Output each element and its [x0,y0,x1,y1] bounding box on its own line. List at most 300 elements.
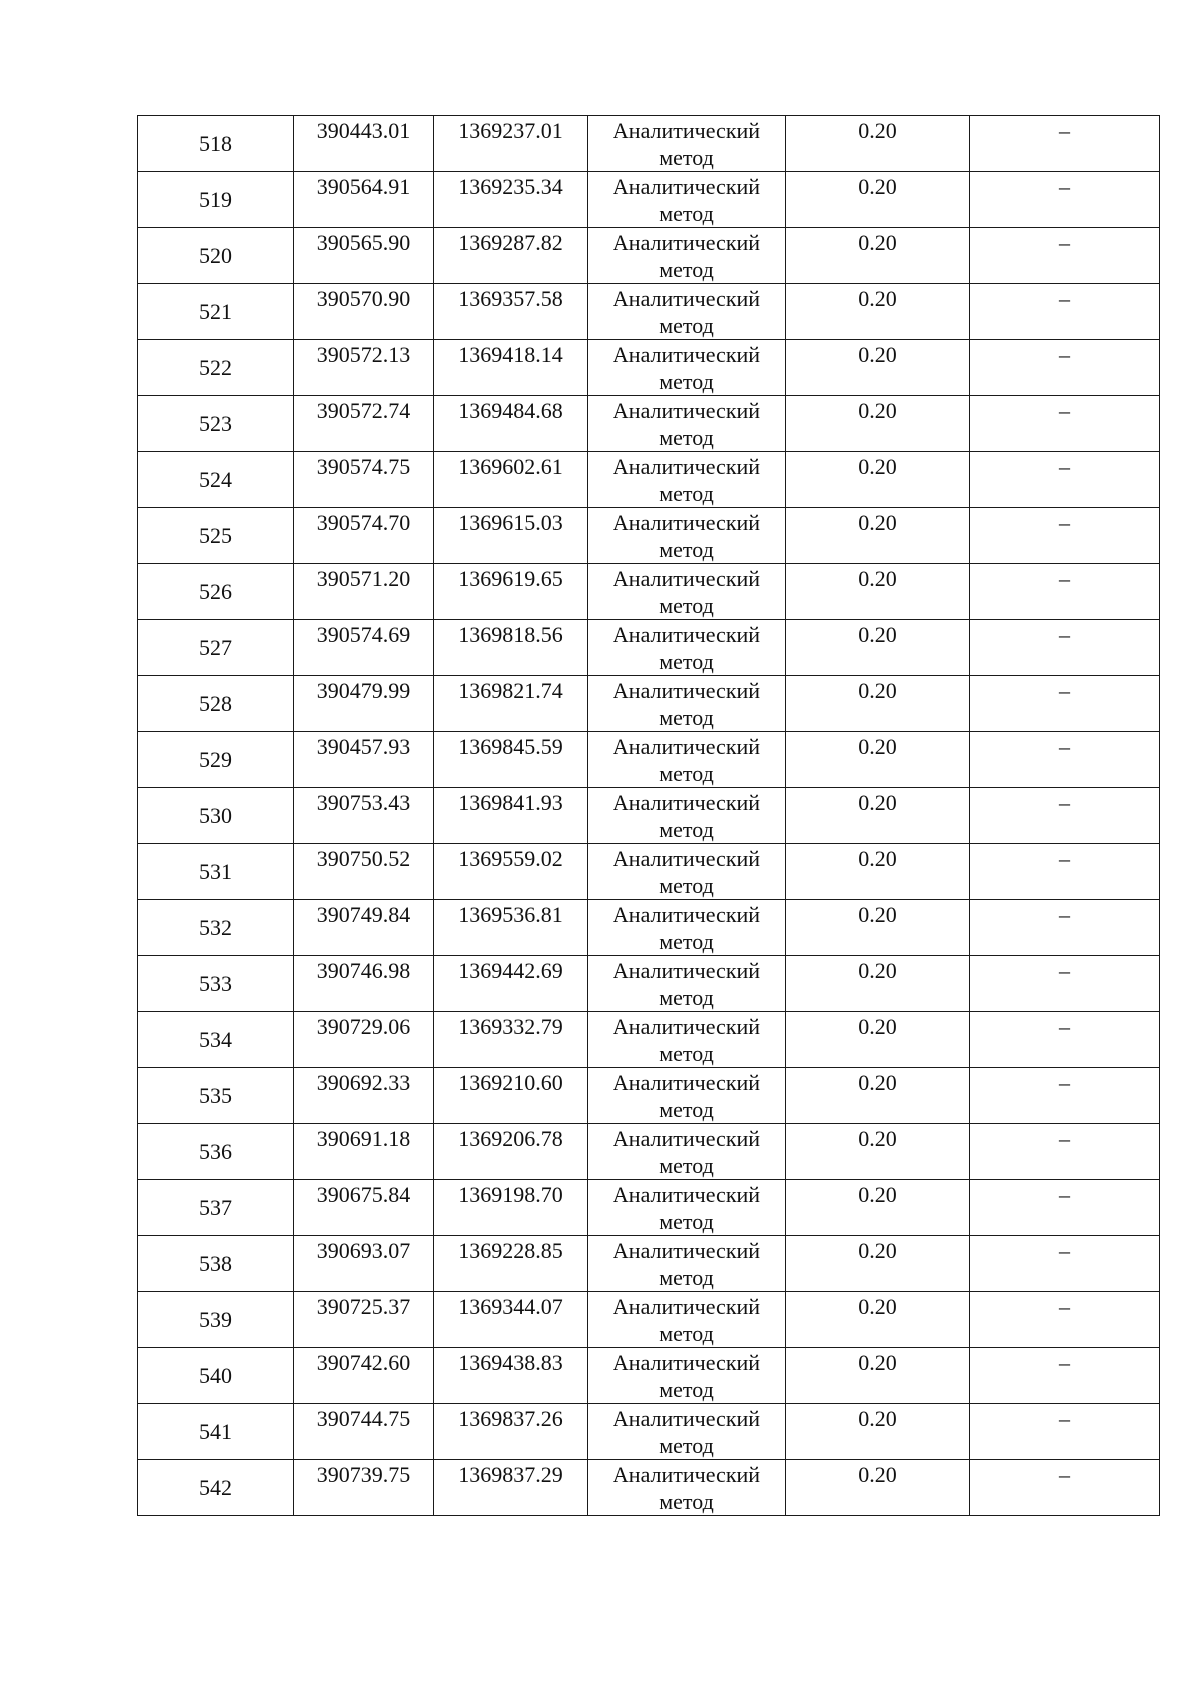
method-text: Аналитический метод [612,1462,761,1514]
point-number-cell [138,340,294,396]
note-cell [970,1292,1160,1348]
x-coordinate-text: 390692.33 [316,1070,411,1095]
accuracy-cell [786,1348,970,1404]
method-cell [588,620,786,676]
table-row [138,1068,1160,1124]
note-text: – [1059,566,1070,591]
point-number-cell [138,508,294,564]
point-number-cell [138,396,294,452]
y-coordinate-text: 1369438.83 [458,1350,563,1375]
table-row [138,564,1160,620]
y-coordinate-cell [434,956,588,1012]
y-coordinate-text: 1369332.79 [458,1014,563,1039]
x-coordinate-text: 390479.99 [316,678,411,703]
point-number-cell [138,228,294,284]
y-coordinate-cell [434,172,588,228]
method-text: Аналитический метод [612,454,761,506]
y-coordinate-text: 1369484.68 [458,398,563,423]
accuracy-text: 0.20 [858,342,897,367]
method-cell [588,1236,786,1292]
note-text: – [1059,678,1070,703]
point-number-cell [138,1404,294,1460]
method-cell [588,1180,786,1236]
x-coordinate-cell [294,620,434,676]
note-cell [970,1348,1160,1404]
x-coordinate-text: 390693.07 [316,1238,411,1263]
note-cell [970,1180,1160,1236]
x-coordinate-cell [294,452,434,508]
table-row [138,284,1160,340]
note-cell [970,1012,1160,1068]
note-cell [970,620,1160,676]
method-cell [588,228,786,284]
note-text: – [1059,230,1070,255]
point-number-text: 519 [199,186,232,212]
table-row [138,1348,1160,1404]
method-text: Аналитический метод [612,1126,761,1178]
method-text: Аналитический метод [612,118,761,170]
accuracy-cell [786,620,970,676]
method-cell [588,676,786,732]
note-text: – [1059,1126,1070,1151]
method-text: Аналитический метод [612,342,761,394]
y-coordinate-text: 1369287.82 [458,230,563,255]
y-coordinate-cell [434,732,588,788]
y-coordinate-text: 1369619.65 [458,566,563,591]
y-coordinate-cell [434,1012,588,1068]
table-row [138,396,1160,452]
accuracy-cell [786,564,970,620]
method-cell [588,1068,786,1124]
y-coordinate-text: 1369602.61 [458,454,563,479]
x-coordinate-cell [294,844,434,900]
method-cell [588,956,786,1012]
accuracy-cell [786,1180,970,1236]
point-number-cell [138,956,294,1012]
note-cell [970,844,1160,900]
x-coordinate-text: 390570.90 [316,286,411,311]
accuracy-text: 0.20 [858,678,897,703]
y-coordinate-text: 1369536.81 [458,902,563,927]
table-row [138,1460,1160,1516]
note-cell [970,732,1160,788]
table-row [138,732,1160,788]
accuracy-text: 0.20 [858,1294,897,1319]
accuracy-cell [786,228,970,284]
method-cell [588,1124,786,1180]
method-cell [588,788,786,844]
point-number-cell [138,788,294,844]
x-coordinate-text: 390725.37 [316,1294,411,1319]
point-number-cell [138,172,294,228]
x-coordinate-cell [294,396,434,452]
x-coordinate-cell [294,1236,434,1292]
table-row [138,1180,1160,1236]
coordinates-table [137,115,1160,1516]
note-cell [970,172,1160,228]
method-text: Аналитический метод [612,398,761,450]
y-coordinate-cell [434,340,588,396]
y-coordinate-text: 1369818.56 [458,622,563,647]
point-number-cell [138,284,294,340]
x-coordinate-text: 390739.75 [316,1462,411,1487]
accuracy-text: 0.20 [858,566,897,591]
note-cell [970,508,1160,564]
y-coordinate-cell [434,1124,588,1180]
accuracy-text: 0.20 [858,454,897,479]
x-coordinate-text: 390729.06 [316,1014,411,1039]
accuracy-cell [786,396,970,452]
method-text: Аналитический метод [612,902,761,954]
point-number-text: 542 [199,1474,232,1500]
accuracy-cell [786,508,970,564]
y-coordinate-text: 1369237.01 [458,118,563,143]
x-coordinate-text: 390749.84 [316,902,411,927]
accuracy-text: 0.20 [858,790,897,815]
note-text: – [1059,510,1070,535]
y-coordinate-text: 1369442.69 [458,958,563,983]
x-coordinate-cell [294,340,434,396]
method-cell [588,564,786,620]
x-coordinate-text: 390691.18 [316,1126,411,1151]
table-row [138,620,1160,676]
method-text: Аналитический метод [612,1350,761,1402]
note-text: – [1059,174,1070,199]
y-coordinate-text: 1369418.14 [458,342,563,367]
method-text: Аналитический метод [612,734,761,786]
point-number-cell [138,1124,294,1180]
point-number-cell [138,1012,294,1068]
accuracy-cell [786,1012,970,1068]
table-row [138,172,1160,228]
x-coordinate-text: 390574.75 [316,454,411,479]
note-cell [970,1236,1160,1292]
x-coordinate-cell [294,676,434,732]
accuracy-cell [786,844,970,900]
point-number-text: 530 [199,802,232,828]
y-coordinate-text: 1369357.58 [458,286,563,311]
note-cell [970,1068,1160,1124]
table-row [138,1236,1160,1292]
accuracy-text: 0.20 [858,1014,897,1039]
method-text: Аналитический метод [612,1406,761,1458]
point-number-text: 527 [199,634,232,660]
x-coordinate-text: 390457.93 [316,734,411,759]
y-coordinate-cell [434,564,588,620]
y-coordinate-text: 1369206.78 [458,1126,563,1151]
method-cell [588,1460,786,1516]
accuracy-cell [786,900,970,956]
point-number-text: 538 [199,1250,232,1276]
y-coordinate-text: 1369198.70 [458,1182,563,1207]
x-coordinate-cell [294,228,434,284]
y-coordinate-cell [434,1180,588,1236]
y-coordinate-cell [434,1348,588,1404]
point-number-text: 523 [199,410,232,436]
accuracy-text: 0.20 [858,1350,897,1375]
accuracy-text: 0.20 [858,1070,897,1095]
y-coordinate-text: 1369210.60 [458,1070,563,1095]
method-text: Аналитический метод [612,1182,761,1234]
table-row [138,228,1160,284]
x-coordinate-cell [294,732,434,788]
y-coordinate-text: 1369615.03 [458,510,563,535]
accuracy-text: 0.20 [858,174,897,199]
accuracy-cell [786,1292,970,1348]
x-coordinate-text: 390746.98 [316,958,411,983]
method-text: Аналитический метод [612,1294,761,1346]
point-number-text: 528 [199,690,232,716]
table-row [138,1012,1160,1068]
method-cell [588,1012,786,1068]
accuracy-text: 0.20 [858,734,897,759]
note-cell [970,676,1160,732]
x-coordinate-text: 390443.01 [316,118,411,143]
note-text: – [1059,118,1070,143]
note-cell [970,956,1160,1012]
accuracy-text: 0.20 [858,1182,897,1207]
x-coordinate-cell [294,1460,434,1516]
point-number-text: 533 [199,970,232,996]
x-coordinate-text: 390565.90 [316,230,411,255]
point-number-text: 522 [199,354,232,380]
method-cell [588,284,786,340]
note-cell [970,452,1160,508]
note-text: – [1059,1350,1070,1375]
accuracy-cell [786,676,970,732]
accuracy-text: 0.20 [858,118,897,143]
note-cell [970,900,1160,956]
note-text: – [1059,342,1070,367]
method-text: Аналитический метод [612,1070,761,1122]
point-number-cell [138,1180,294,1236]
note-cell [970,340,1160,396]
accuracy-cell [786,172,970,228]
method-text: Аналитический метод [612,230,761,282]
accuracy-text: 0.20 [858,398,897,423]
accuracy-text: 0.20 [858,1462,897,1487]
y-coordinate-text: 1369228.85 [458,1238,563,1263]
x-coordinate-cell [294,956,434,1012]
point-number-text: 529 [199,746,232,772]
accuracy-text: 0.20 [858,958,897,983]
point-number-text: 525 [199,522,232,548]
x-coordinate-text: 390750.52 [316,846,411,871]
note-text: – [1059,1294,1070,1319]
point-number-text: 524 [199,466,232,492]
note-cell [970,1124,1160,1180]
x-coordinate-text: 390572.13 [316,342,411,367]
point-number-text: 526 [199,578,232,604]
note-text: – [1059,1406,1070,1431]
table-row [138,1292,1160,1348]
note-cell [970,564,1160,620]
y-coordinate-cell [434,396,588,452]
accuracy-cell [786,1460,970,1516]
y-coordinate-cell [434,452,588,508]
accuracy-cell [786,1068,970,1124]
y-coordinate-text: 1369845.59 [458,734,563,759]
point-number-text: 534 [199,1026,232,1052]
y-coordinate-cell [434,1068,588,1124]
table-row [138,788,1160,844]
point-number-cell [138,620,294,676]
accuracy-cell [786,116,970,172]
y-coordinate-cell [434,508,588,564]
table-row [138,1404,1160,1460]
point-number-text: 518 [199,130,232,156]
point-number-cell [138,1348,294,1404]
accuracy-text: 0.20 [858,510,897,535]
method-text: Аналитический метод [612,678,761,730]
method-cell [588,1292,786,1348]
table-row [138,1124,1160,1180]
accuracy-text: 0.20 [858,1238,897,1263]
x-coordinate-cell [294,1124,434,1180]
y-coordinate-text: 1369235.34 [458,174,563,199]
table-row [138,116,1160,172]
y-coordinate-cell [434,1460,588,1516]
table-row [138,452,1160,508]
y-coordinate-cell [434,620,588,676]
x-coordinate-text: 390744.75 [316,1406,411,1431]
accuracy-text: 0.20 [858,1126,897,1151]
point-number-cell [138,1460,294,1516]
note-cell [970,1460,1160,1516]
accuracy-text: 0.20 [858,902,897,927]
table-row [138,956,1160,1012]
table-row [138,340,1160,396]
note-cell [970,228,1160,284]
method-text: Аналитический метод [612,1238,761,1290]
x-coordinate-cell [294,788,434,844]
point-number-text: 532 [199,914,232,940]
y-coordinate-text: 1369841.93 [458,790,563,815]
point-number-cell [138,1068,294,1124]
point-number-text: 536 [199,1138,232,1164]
x-coordinate-text: 390753.43 [316,790,411,815]
x-coordinate-text: 390564.91 [316,174,411,199]
method-text: Аналитический метод [612,566,761,618]
x-coordinate-text: 390574.70 [316,510,411,535]
note-text: – [1059,790,1070,815]
x-coordinate-cell [294,900,434,956]
y-coordinate-text: 1369837.26 [458,1406,563,1431]
method-text: Аналитический метод [612,1014,761,1066]
x-coordinate-cell [294,1292,434,1348]
point-number-text: 539 [199,1306,232,1332]
x-coordinate-text: 390742.60 [316,1350,411,1375]
point-number-text: 537 [199,1194,232,1220]
x-coordinate-text: 390572.74 [316,398,411,423]
x-coordinate-text: 390675.84 [316,1182,411,1207]
point-number-cell [138,1292,294,1348]
note-cell [970,788,1160,844]
accuracy-cell [786,956,970,1012]
method-text: Аналитический метод [612,286,761,338]
x-coordinate-cell [294,1068,434,1124]
note-text: – [1059,1462,1070,1487]
x-coordinate-text: 390571.20 [316,566,411,591]
accuracy-cell [786,1236,970,1292]
table-row [138,676,1160,732]
note-text: – [1059,958,1070,983]
y-coordinate-text: 1369344.07 [458,1294,563,1319]
x-coordinate-cell [294,508,434,564]
note-cell [970,1404,1160,1460]
point-number-text: 521 [199,298,232,324]
accuracy-text: 0.20 [858,286,897,311]
method-cell [588,1404,786,1460]
point-number-text: 541 [199,1418,232,1444]
note-text: – [1059,1182,1070,1207]
note-cell [970,116,1160,172]
point-number-text: 535 [199,1082,232,1108]
note-text: – [1059,454,1070,479]
y-coordinate-cell [434,1404,588,1460]
y-coordinate-cell [434,228,588,284]
y-coordinate-text: 1369559.02 [458,846,563,871]
y-coordinate-cell [434,844,588,900]
note-text: – [1059,1070,1070,1095]
accuracy-cell [786,1404,970,1460]
point-number-cell [138,900,294,956]
point-number-text: 531 [199,858,232,884]
accuracy-text: 0.20 [858,1406,897,1431]
y-coordinate-cell [434,788,588,844]
accuracy-cell [786,732,970,788]
point-number-cell [138,844,294,900]
x-coordinate-cell [294,116,434,172]
accuracy-cell [786,284,970,340]
accuracy-text: 0.20 [858,230,897,255]
x-coordinate-cell [294,1348,434,1404]
x-coordinate-cell [294,564,434,620]
point-number-cell [138,564,294,620]
method-cell [588,732,786,788]
point-number-cell [138,676,294,732]
method-text: Аналитический метод [612,958,761,1010]
x-coordinate-cell [294,172,434,228]
note-cell [970,284,1160,340]
coordinates-table-body [138,116,1160,1516]
method-text: Аналитический метод [612,790,761,842]
accuracy-cell [786,1124,970,1180]
accuracy-cell [786,788,970,844]
y-coordinate-cell [434,1292,588,1348]
table-row [138,900,1160,956]
method-text: Аналитический метод [612,510,761,562]
note-text: – [1059,846,1070,871]
method-cell [588,396,786,452]
point-number-text: 540 [199,1362,232,1388]
accuracy-cell [786,340,970,396]
method-cell [588,172,786,228]
x-coordinate-cell [294,1180,434,1236]
y-coordinate-cell [434,1236,588,1292]
note-text: – [1059,286,1070,311]
point-number-cell [138,116,294,172]
note-text: – [1059,398,1070,423]
table-row [138,844,1160,900]
x-coordinate-cell [294,284,434,340]
note-text: – [1059,622,1070,647]
x-coordinate-cell [294,1012,434,1068]
y-coordinate-cell [434,284,588,340]
point-number-cell [138,1236,294,1292]
method-cell [588,116,786,172]
method-cell [588,1348,786,1404]
